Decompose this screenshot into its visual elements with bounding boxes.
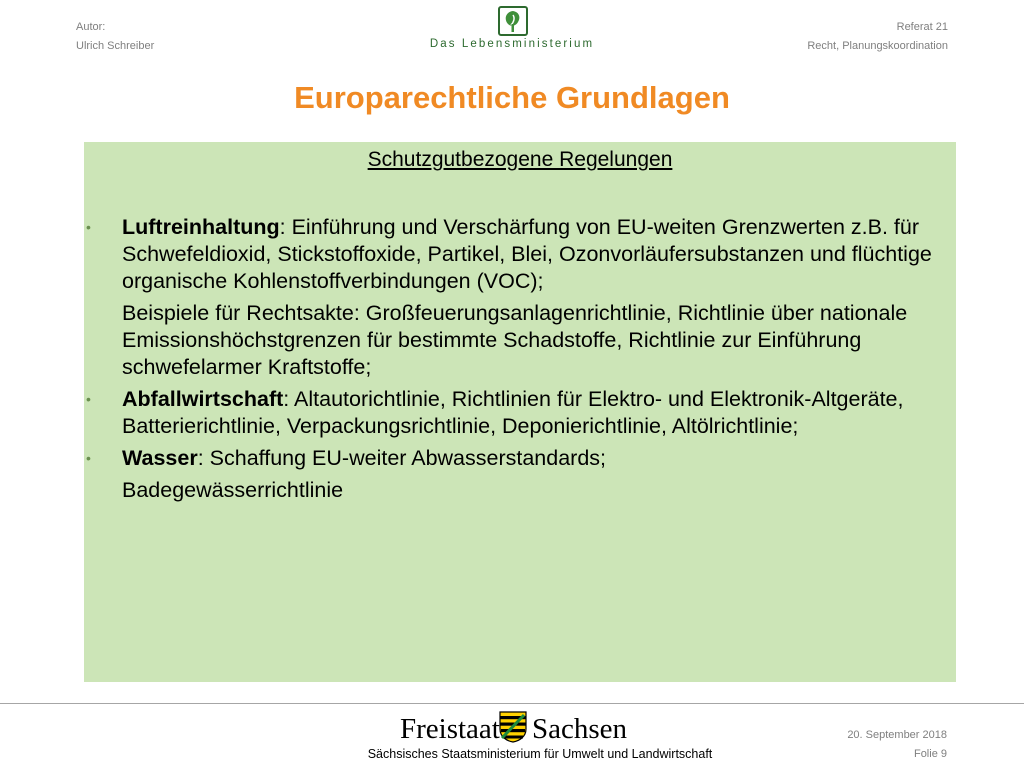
- item-term: Luftreinhaltung: [122, 215, 280, 239]
- department-block: [807, 18, 948, 56]
- slide-title: Europarechtliche Grundlagen: [294, 80, 730, 115]
- item-term: Wasser: [122, 446, 198, 470]
- leaf-tree-logo-icon: [498, 6, 528, 36]
- author-label: Autor:: [76, 21, 106, 33]
- bullet-icon: •: [86, 450, 91, 466]
- item-text: : Altautorichtlinie, Richtlinien für Elektro- und Elektronik-Altgeräte, Batterierichtlinie, Verpackungsrichtlinie, Deponierichtlinie, Altölrichtlinie;: [122, 387, 904, 438]
- state-name-left: Freistaat: [400, 713, 500, 745]
- department: Referat 21: [896, 21, 948, 33]
- item-text: : Einführung und Verschärfung von EU-weiten Grenzwerten z.B. für Schwefeldioxid, Stickstoffoxide, Partikel, Blei, Ozonvorläufersubstanzen und flüchtige organische Kohlenstoffverbindungen (VOC);: [122, 215, 932, 293]
- bullet-icon: •: [86, 219, 91, 235]
- saxony-coat-of-arms-icon: [499, 711, 527, 743]
- item-text: : Schaffung EU-weiter Abwasserstandards;: [197, 446, 607, 470]
- ministry-name: Sächsisches Staatsministerium für Umwelt und Landwirtschaft: [367, 747, 713, 761]
- state-name-right: Sachsen: [532, 713, 628, 745]
- slide-subtitle: Schutzgutbezogene Regelungen: [367, 148, 673, 171]
- list-item: [86, 445, 942, 504]
- bullet-icon: •: [86, 391, 91, 407]
- list-item: [86, 386, 942, 440]
- content-box: [84, 142, 956, 682]
- item-paragraph: [122, 386, 942, 440]
- footer-date: 20. September 2018: [847, 729, 947, 741]
- author-block: [76, 18, 154, 56]
- item-paragraph: [122, 445, 942, 472]
- bullet-list: [86, 214, 942, 504]
- page-number: Folie 9: [913, 748, 947, 760]
- item-extra: Badegewässerrichtlinie: [122, 478, 344, 502]
- item-extra: Beispiele für Rechtsakte: Großfeuerungsanlagenrichtlinie, Richtlinie über nationale Emissionshöchstgrenzen für bestimmte Schadstoffe, Richtlinie zur Einführung schwefelarmer Kraftstoffe;: [122, 301, 908, 379]
- item-paragraph: [122, 214, 942, 295]
- item-term: Abfallwirtschaft: [122, 387, 284, 411]
- footer-divider: [0, 703, 1024, 704]
- logo-text: Das Lebensministerium: [429, 38, 595, 50]
- list-item: [86, 214, 942, 381]
- author-name: Ulrich Schreiber: [76, 40, 155, 52]
- department-sub: Recht, Planungskoordination: [807, 40, 948, 52]
